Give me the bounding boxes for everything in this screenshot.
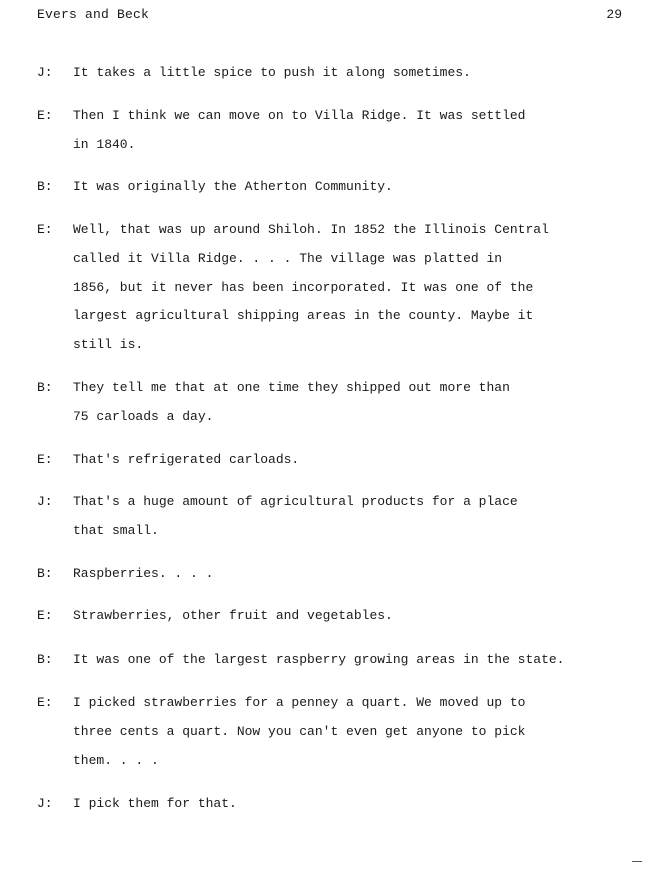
dialogue-text: Raspberries. . . .	[73, 566, 214, 581]
page-number: 29	[606, 7, 622, 22]
dialogue-text: That's refrigerated carloads.	[73, 452, 300, 467]
dialogue-text: That's a huge amount of agricultural products for a place that small.	[73, 494, 518, 538]
dialogue-text: Strawberries, other fruit and vegetables.	[73, 608, 393, 623]
dialogue-entry	[37, 560, 627, 589]
dialogue-entry	[37, 602, 627, 631]
dialogue-entry	[37, 59, 627, 88]
dialogue-entry	[37, 173, 627, 202]
speaker-label: E:	[37, 608, 53, 623]
dialogue-entry	[37, 216, 627, 360]
dialogue-entry	[37, 790, 627, 819]
dialogue-text: It was one of the largest raspberry growing areas in the state.	[73, 652, 565, 667]
speaker-label: B:	[37, 652, 53, 667]
dialogue-entry	[37, 689, 627, 775]
speaker-label: E:	[37, 452, 53, 467]
scan-mark	[632, 861, 642, 862]
dialogue-text: They tell me that at one time they shipped out more than 75 carloads a day.	[73, 380, 510, 424]
dialogue-text: Then I think we can move on to Villa Ridge. It was settled in 1840.	[73, 108, 526, 152]
speaker-label: B:	[37, 179, 53, 194]
speaker-label: J:	[37, 65, 53, 80]
dialogue-text: It was originally the Atherton Community.	[73, 179, 393, 194]
speaker-label: E:	[37, 222, 53, 237]
speaker-label: E:	[37, 695, 53, 710]
dialogue-entry	[37, 646, 627, 675]
speaker-label: B:	[37, 566, 53, 581]
dialogue-text: I pick them for that.	[73, 796, 237, 811]
dialogue-entry	[37, 488, 627, 546]
dialogue-entry	[37, 102, 627, 160]
speaker-label: J:	[37, 796, 53, 811]
dialogue-entry	[37, 446, 627, 475]
dialogue-entry	[37, 374, 627, 432]
speaker-label: B:	[37, 380, 53, 395]
running-header: Evers and Beck	[37, 7, 150, 22]
speaker-label: E:	[37, 108, 53, 123]
dialogue-text: It takes a little spice to push it along sometimes.	[73, 65, 471, 80]
dialogue-text: I picked strawberries for a penney a quart. We moved up to three cents a quart. Now you can't even get anyone to pick them. . . .	[73, 695, 526, 768]
speaker-label: J:	[37, 494, 53, 509]
dialogue-text: Well, that was up around Shiloh. In 1852 the Illinois Central called it Villa Ridge. . . . The village was platted in 1856, but it never has been incorporated. It was one of the largest agricultural shipping areas in the county. Maybe it still is.	[73, 222, 549, 353]
